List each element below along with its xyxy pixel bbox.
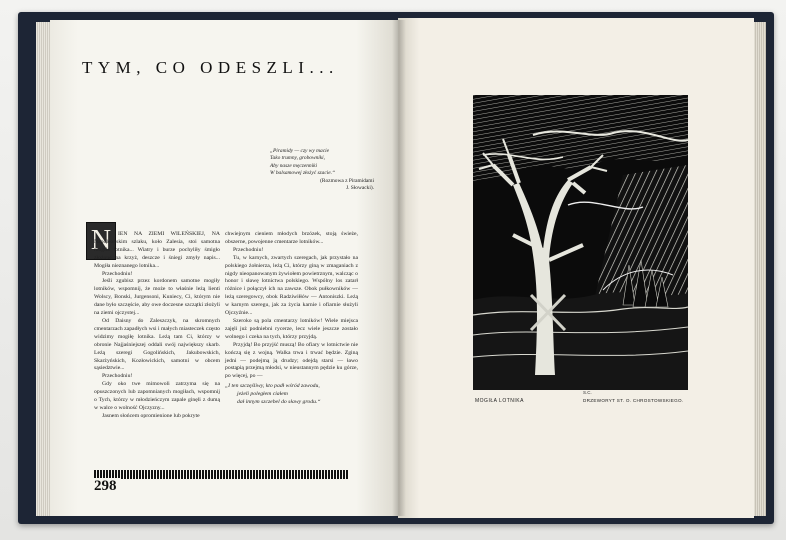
book-gutter [392, 20, 406, 516]
folio-rule [94, 470, 349, 479]
epigraph [270, 148, 374, 192]
woodcut-illustration [473, 95, 688, 390]
paragraph: Od Daisny do Zaleszczyk, na skromnych cmentarzach zapadłych wsi i małych miasteczek często widzimy mogiłę lotnika. Leżą tam Ci, którzy w obronie Najjaśniejszej oddali swój największy skarb. Leżą szeregi Gogolińskich, Jakubowskich, Skarżyńskich, Kozłowickich, samotni w obcem sąsiedztwie... [94, 317, 221, 372]
paragraph: Jeśli zgubisz przez kordonem samotne mogiły lotników, wspomnij, że może to właśnie leżą lienti Wolscy, Bonski, Jurgensoni, Kuniecy, Ci, którym nie dane było szczęście, aby owe doczesne szczątki złożyli na ziemi ojczystej... [94, 278, 220, 317]
epigraph-line: „Piramidy — czy wy macie [270, 148, 329, 154]
text-column-right [225, 231, 358, 407]
plate-caption: MOGIŁA LOTNIKA [475, 398, 524, 404]
quote-line: dał innym szczebel do sławy grodu.“ [237, 399, 321, 406]
text-column-left [94, 231, 220, 421]
page-title: TYM, CO ODESZLI... [82, 58, 339, 77]
epigraph-line: W balsamowej złożyć szacie.“ [270, 170, 335, 177]
paragraph: Przechodniu! [102, 270, 133, 277]
paragraph: Przyjdą! Bo przyjść muszą! Bo ofiary w lotnictwie nie kończą się z wojną. Walka trwa i trwać będzie. Zginą jedni — podejmą ją drudzy; odejdą starsi — ławo postąpią przejmą młodsi, w nieustannym pędzie ku górze, po więcej, po — [225, 341, 358, 380]
quote-line: jeżeli poległem ciałem [237, 391, 288, 398]
engraver-mark: S.C. [583, 390, 592, 395]
paragraph: Szeroko są pola cmentarzy lotników! Wiele miejsca zajęli już podniebni rycerze, lecz wiele jeszcze zostało wolnego i czeka na tych, którzy przyjdą. [225, 317, 358, 340]
paragraph: Przechodniu! [233, 246, 264, 253]
drop-cap: N [86, 222, 116, 260]
paragraph: Tu, w karnych, zwartych szeregach, jak przystało na polskiego żołnierza, leżą Ci, którzy giną w zmaganiach z nigdy nieopanowanym żywiołem powietrznym, walcząc o honor i sławę lotnictwa polskiego. Wspólny los zatarł różnice i połączył ich na zawsze. Obok pułkowników — leżą szeregowcy, obok Radziwiłłów — Antoniszki. Leżą w karnym szeregu, jak za życia karnie i ofiarnie służyli Ojczyźnie... [225, 254, 358, 317]
page-number: 298 [94, 478, 121, 495]
closing-quote [225, 383, 358, 407]
page-edges-right [752, 22, 766, 516]
paragraph: Przechodniu! [102, 373, 133, 380]
paragraph: Gdy oko twe mimowoli zatrzyma się na opuszczonych lub zapomnianych mogiłach, wspomnij o Tych, którzy w młodzieńczym zapale ginęli z dumą w walce o wolność Ojczyzny... [94, 381, 220, 411]
plate-credit: DRZEWORYT ST. O. CHROSTOWSKIEGO. [583, 398, 684, 403]
paragraph: Jasnem słońcem opromienione lub pokryte [102, 412, 200, 419]
epigraph-line: Aby nasze męczenniki [270, 162, 318, 169]
epigraph-author: J. Słowacki). [346, 185, 374, 192]
woodcut-plate [473, 95, 688, 390]
quote-line: „I ten szczęśliwy, kto padł wśród zawodu, [225, 383, 320, 390]
paragraph: IEN NA ZIEMI WILEŃSKIEJ, NA Napoleońskim szlaku, koło Zalesia, stoi samotna mogiła lotnika... Wiatry i burze pochyliły śmigło złożone na krzyż, deszcze i śniegi zmyły napis... Mogiła nieznanego lotnika... [94, 231, 220, 269]
paragraph: chwiejnym cieniem młodych brzózek, stoją świeże, obszerne, powojenne cmentarze lotników... [225, 231, 358, 245]
epigraph-line: Tako trumny, grobowniki, [270, 155, 326, 162]
epigraph-source: (Rozmowa z Piramidami [320, 177, 374, 184]
